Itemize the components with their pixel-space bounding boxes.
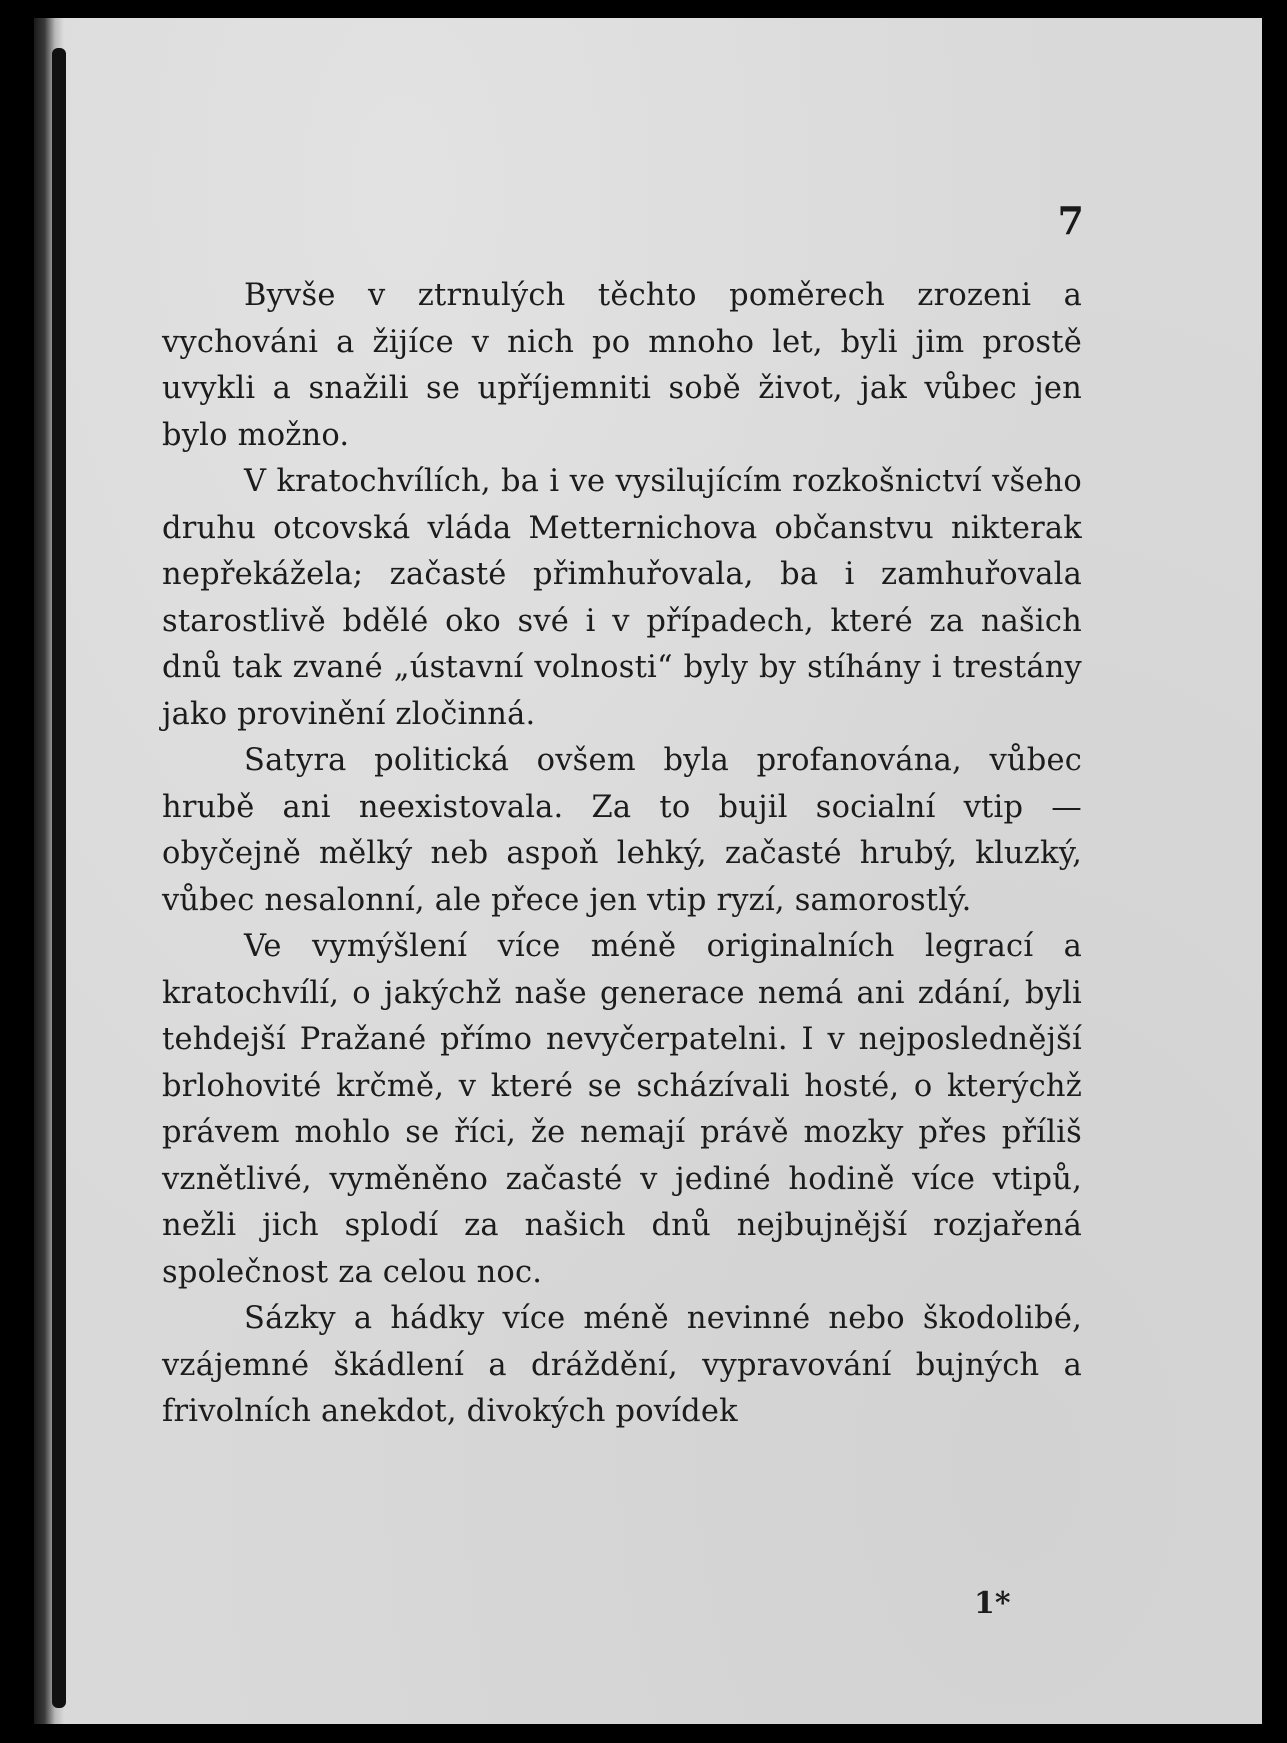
paragraph-2: V kratochvílích, ba i ve vysilujícím rozkošnictví všeho druhu otcovská vláda Metternichova občanstvu nikterak nepřekážela; začasté přimhuřovala, ba i zamhuřovala starostlivě bdělé oko své i v případech, které za našich dnů tak zvané „ústavní volnosti“ byly by stíhány i trestány jako provinění zločinná. (162, 464, 1082, 732)
paragraph-5: Sázky a hádky více méně nevinné nebo škodolibé, vzájemné škádlení a dráždění, vypravování bujných a frivolních anekdot, divokých povídek (162, 1301, 1082, 1429)
body-text (162, 273, 1082, 1436)
paragraph-1: Byvše v ztrnulých těchto poměrech zrozeni a vychováni a žijíce v nich po mnoho let, byli jim prostě uvykli a snažili se upříjemniti sobě život, jak vůbec jen bylo možno. (162, 278, 1082, 453)
page-number: 7 (1057, 198, 1084, 243)
book-spine-edge (52, 48, 66, 1708)
book-page (34, 18, 1262, 1724)
paragraph-3: Satyra politická ovšem byla profanována, vůbec hrubě ani neexistovala. Za to bujil socialní vtip — obyčejně mělký neb aspoň lehký, začasté hrubý, kluzký, vůbec nesalonní, ale přece jen vtip ryzí, samorostlý. (162, 743, 1082, 918)
paragraph-4: Ve vymýšlení více méně originalních legrací a kratochvílí, o jakýchž naše generace nemá ani zdání, byli tehdejší Pražané přímo nevyčerpatelni. I v nejposlednější brlohovité krčmě, v které se scházívali hosté, o kterýchž právem mohlo se říci, že nemají právě mozky přes příliš vznětlivé, vyměněno začasté v jediné hodině více vtipů, nežli jich splodí za našich dnů nejbujnější rozjařená společnost za celou noc. (162, 929, 1082, 1290)
signature-mark: 1* (974, 1586, 1011, 1621)
